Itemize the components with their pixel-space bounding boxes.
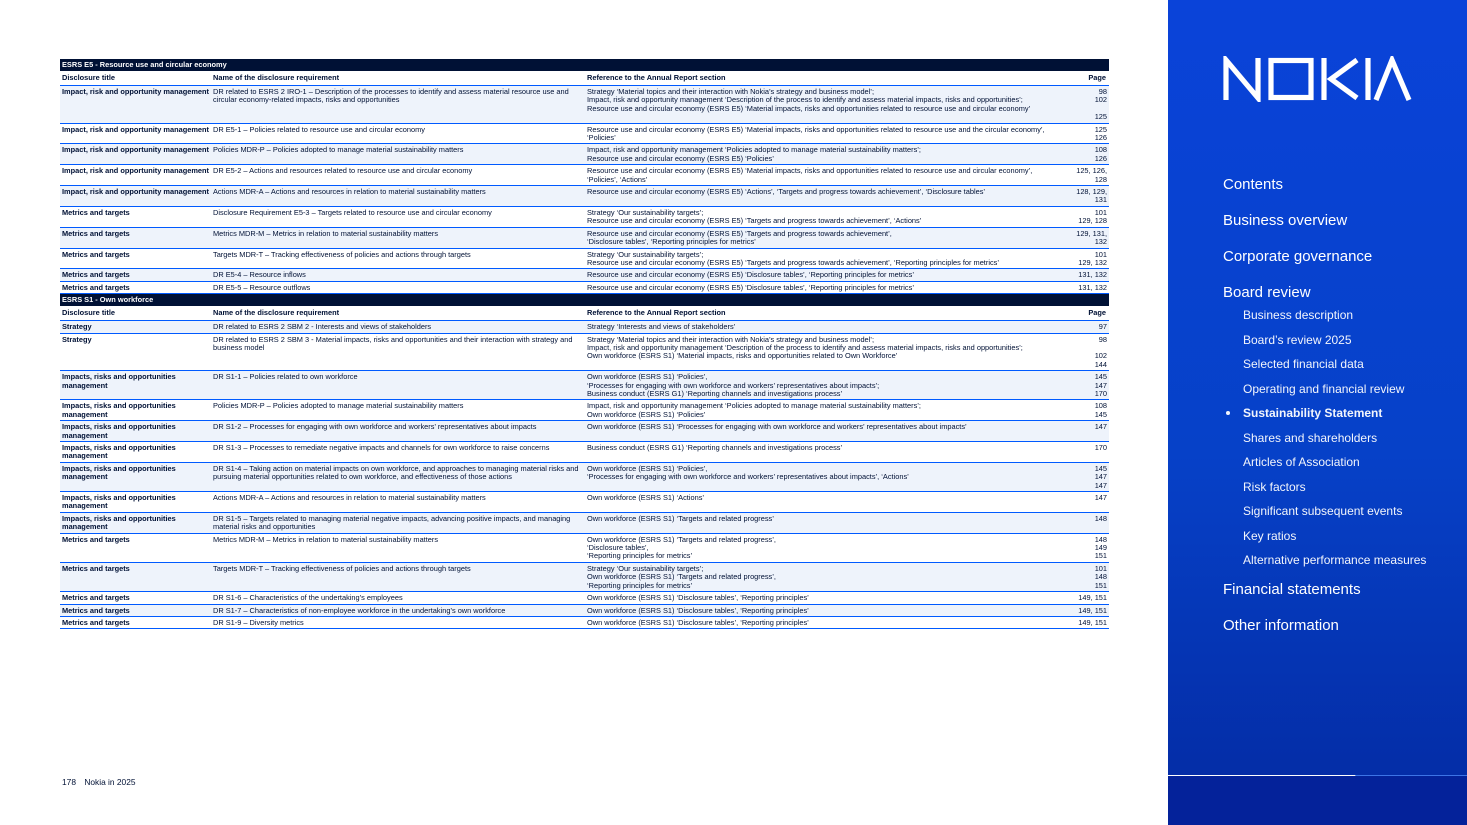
nav-subitem-business-description[interactable] bbox=[1223, 308, 1453, 322]
nav-item-business-overview[interactable]: Business overview bbox=[1223, 212, 1348, 229]
sidebar bbox=[1168, 0, 1467, 825]
col-disclosure-title: Disclosure title bbox=[60, 71, 211, 86]
col-requirement-name: Name of the disclosure requirement bbox=[211, 306, 585, 321]
disclosure-title-cell: Strategy bbox=[60, 321, 211, 333]
page-cell: 128, 129, 131 bbox=[1059, 186, 1109, 207]
col-page: Page bbox=[1059, 71, 1109, 86]
nav-subitem-label: Board’s review 2025 bbox=[1243, 332, 1352, 347]
page-cell: 125, 126, 128 bbox=[1059, 165, 1109, 186]
table-row bbox=[60, 616, 1109, 628]
requirement-name-cell: Targets MDR-T – Tracking effectiveness of policies and actions through targets bbox=[211, 248, 585, 269]
col-requirement-name: Name of the disclosure requirement bbox=[211, 71, 585, 86]
requirement-name-cell: DR S1-6 – Characteristics of the undertaking’s employees bbox=[211, 592, 585, 604]
reference-cell: Own workforce (ESRS S1) ‘Policies’, ‘Processes for engaging with own workforce and workers’ representatives about impacts’, ‘Actions’ bbox=[585, 462, 1059, 491]
nav-subitem-label: Risk factors bbox=[1243, 479, 1306, 494]
reference-cell: Own workforce (ESRS S1) ‘Processes for engaging with own workforce and workers’ representatives about impacts’ bbox=[585, 421, 1059, 442]
page-cell: 170 bbox=[1059, 442, 1109, 463]
reference-cell: Resource use and circular economy (ESRS E5) ‘Disclosure tables’, ‘Reporting principles for metrics’ bbox=[585, 269, 1059, 281]
table-row bbox=[60, 442, 1109, 463]
table-row bbox=[60, 227, 1109, 248]
disclosure-title-cell: Metrics and targets bbox=[60, 269, 211, 281]
requirement-name-cell: DR S1-3 – Processes to remediate negative impacts and channels for own workforce to raise concerns bbox=[211, 442, 585, 463]
esrs-index-table bbox=[60, 59, 1109, 629]
page-cell: 149, 151 bbox=[1059, 604, 1109, 616]
nav-item-financial-statements[interactable]: Financial statements bbox=[1223, 581, 1361, 598]
disclosure-title-cell: Impact, risk and opportunity management bbox=[60, 123, 211, 144]
column-header-row bbox=[60, 71, 1109, 86]
nav-item-corporate-governance[interactable]: Corporate governance bbox=[1223, 248, 1373, 265]
table-row bbox=[60, 86, 1109, 124]
disclosure-title-cell: Impacts, risks and opportunities management bbox=[60, 512, 211, 533]
table-row bbox=[60, 321, 1109, 333]
requirement-name-cell: DR E5-2 – Actions and resources related to resource use and circular economy bbox=[211, 165, 585, 186]
sidebar-footer-band bbox=[1168, 776, 1467, 825]
reference-cell: Resource use and circular economy (ESRS E5) ‘Material impacts, risks and opportunities related to resource use and the circular economy’, ‘Policies’ bbox=[585, 123, 1059, 144]
requirement-name-cell: DR S1-9 – Diversity metrics bbox=[211, 616, 585, 628]
page-cell: 131, 132 bbox=[1059, 269, 1109, 281]
nav-subitem-board-s-review-2025[interactable] bbox=[1223, 333, 1453, 347]
active-bullet-icon bbox=[1226, 411, 1230, 415]
requirement-name-cell: DR related to ESRS 2 IRO-1 – Description of the processes to identify and assess material resource use and circular economy-related impacts, risks and opportunities bbox=[211, 86, 585, 124]
requirement-name-cell: DR S1-2 – Processes for engaging with own workforce and workers’ representatives about impacts bbox=[211, 421, 585, 442]
col-reference: Reference to the Annual Report section bbox=[585, 71, 1059, 86]
nav-subitem-label: Shares and shareholders bbox=[1243, 430, 1378, 445]
requirement-name-cell: DR E5-4 – Resource inflows bbox=[211, 269, 585, 281]
requirement-name-cell: DR S1-7 – Characteristics of non-employee workforce in the undertaking’s own workforce bbox=[211, 604, 585, 616]
requirement-name-cell: Actions MDR-A – Actions and resources in relation to material sustainability matters bbox=[211, 186, 585, 207]
disclosure-title-cell: Impact, risk and opportunity management bbox=[60, 144, 211, 165]
reference-cell: Own workforce (ESRS S1) ‘Policies’, ‘Processes for engaging with own workforce and workers’ representatives about impacts’; Business conduct (ESRS G1) ‘Reporting channels and investigations process’ bbox=[585, 371, 1059, 400]
disclosure-title-cell: Metrics and targets bbox=[60, 604, 211, 616]
reference-cell: Strategy ‘Material topics and their interaction with Nokia’s strategy and business model’; Impact, risk and opportunity management ‘Description of the process to identify and assess material impacts, risks and opportunities’; Resource use and circular economy (ESRS E5) ‘Material impacts, risks and opportunities related to resource use and circular economy’ bbox=[585, 86, 1059, 124]
page-cell: 125 126 bbox=[1059, 123, 1109, 144]
disclosure-title-cell: Impacts, risks and opportunities management bbox=[60, 462, 211, 491]
reference-cell: Strategy ‘Interests and views of stakeholders’ bbox=[585, 321, 1059, 333]
requirement-name-cell: Metrics MDR-M – Metrics in relation to material sustainability matters bbox=[211, 227, 585, 248]
page-cell: 131, 132 bbox=[1059, 281, 1109, 293]
requirement-name-cell: Actions MDR-A – Actions and resources in relation to material sustainability matters bbox=[211, 492, 585, 513]
reference-cell: Own workforce (ESRS S1) ‘Actions’ bbox=[585, 492, 1059, 513]
requirement-name-cell: Metrics MDR-M – Metrics in relation to material sustainability matters bbox=[211, 533, 585, 562]
reference-cell: Business conduct (ESRS G1) ‘Reporting channels and investigations process’ bbox=[585, 442, 1059, 463]
nav-subitem-shares-and-shareholders[interactable] bbox=[1223, 431, 1453, 445]
table-row bbox=[60, 512, 1109, 533]
nav-item-contents[interactable]: Contents bbox=[1223, 176, 1284, 193]
nav-subitem-label: Articles of Association bbox=[1243, 455, 1360, 469]
disclosure-title-cell: Impacts, risks and opportunities management bbox=[60, 492, 211, 513]
table-row bbox=[60, 371, 1109, 400]
requirement-name-cell: DR S1-1 – Policies related to own workforce bbox=[211, 371, 585, 400]
nav-subitem-risk-factors[interactable] bbox=[1223, 480, 1453, 494]
disclosure-title-cell: Impact, risk and opportunity management bbox=[60, 186, 211, 207]
disclosure-title-cell: Metrics and targets bbox=[60, 248, 211, 269]
nav-subitem-label: Selected financial data bbox=[1243, 357, 1364, 371]
nav-item-board-review[interactable]: Board review bbox=[1223, 284, 1311, 301]
page-cell: 101 148 151 bbox=[1059, 562, 1109, 591]
page-cell: 129, 131, 132 bbox=[1059, 227, 1109, 248]
reference-cell: Strategy ‘Our sustainability targets’; Resource use and circular economy (ESRS E5) ‘Targets and progress towards achievement’, ‘Reporting principles for metrics’ bbox=[585, 248, 1059, 269]
page-cell: 101 129, 132 bbox=[1059, 248, 1109, 269]
page-cell: 149, 151 bbox=[1059, 616, 1109, 628]
page-cell: 97 bbox=[1059, 321, 1109, 333]
disclosure-title-cell: Strategy bbox=[60, 333, 211, 371]
page-cell: 98 102 125 bbox=[1059, 86, 1109, 124]
disclosure-title-cell: Metrics and targets bbox=[60, 533, 211, 562]
nav-subitem-operating-and-financial-review[interactable] bbox=[1223, 382, 1453, 396]
page-cell: 149, 151 bbox=[1059, 592, 1109, 604]
page-cell: 147 bbox=[1059, 421, 1109, 442]
table-row bbox=[60, 269, 1109, 281]
requirement-name-cell: Policies MDR-P – Policies adopted to manage material sustainability matters bbox=[211, 400, 585, 421]
nav-sub-list bbox=[1223, 308, 1453, 567]
page-cell: 145 147 170 bbox=[1059, 371, 1109, 400]
disclosure-title-cell: Impacts, risks and opportunities management bbox=[60, 371, 211, 400]
nav-subitem-key-ratios[interactable] bbox=[1223, 529, 1453, 543]
col-page: Page bbox=[1059, 306, 1109, 321]
reference-cell: Resource use and circular economy (ESRS E5) ‘Actions’, ‘Targets and progress towards achievement’, ‘Disclosure tables’ bbox=[585, 186, 1059, 207]
nokia-logo[interactable] bbox=[1223, 56, 1413, 102]
nav-subitem-label: Significant subsequent events bbox=[1243, 504, 1403, 518]
requirement-name-cell: DR S1-4 – Taking action on material impacts on own workforce, and approaches to managing material risks and pursuing material opportunities related to own workforce, and effectiveness of those actions bbox=[211, 462, 585, 491]
reference-cell: Resource use and circular economy (ESRS E5) ‘Material impacts, risks and opportunities related to resource use and circular economy’, ‘Policies’, ‘Actions’ bbox=[585, 165, 1059, 186]
sidebar-nav bbox=[1223, 176, 1453, 653]
disclosure-title-cell: Metrics and targets bbox=[60, 562, 211, 591]
requirement-name-cell: Disclosure Requirement E5-3 – Targets related to resource use and circular economy bbox=[211, 206, 585, 227]
page-cell: 108 145 bbox=[1059, 400, 1109, 421]
col-reference: Reference to the Annual Report section bbox=[585, 306, 1059, 321]
table-row bbox=[60, 333, 1109, 371]
section-header bbox=[60, 294, 1109, 307]
nav-subitem-selected-financial-data[interactable] bbox=[1223, 357, 1453, 371]
requirement-name-cell: DR related to ESRS 2 SBM 3 - Material impacts, risks and opportunities and their interaction with strategy and business model bbox=[211, 333, 585, 371]
table-row bbox=[60, 400, 1109, 421]
nav-subitem-label: Alternative performance measures bbox=[1243, 553, 1427, 567]
reference-cell: Own workforce (ESRS S1) ‘Disclosure tables’, ‘Reporting principles’ bbox=[585, 616, 1059, 628]
table-row bbox=[60, 123, 1109, 144]
table-row bbox=[60, 592, 1109, 604]
column-header-row bbox=[60, 306, 1109, 321]
table-row bbox=[60, 604, 1109, 616]
disclosure-title-cell: Impacts, risks and opportunities management bbox=[60, 400, 211, 421]
reference-cell: Own workforce (ESRS S1) ‘Targets and related progress’, ‘Disclosure tables’, ‘Reporting principles for metrics’ bbox=[585, 533, 1059, 562]
page-footer bbox=[62, 777, 136, 787]
disclosure-title-cell: Metrics and targets bbox=[60, 592, 211, 604]
reference-cell: Strategy ‘Our sustainability targets’; Resource use and circular economy (ESRS E5) ‘Targets and progress towards achievement’, ‘Actions’ bbox=[585, 206, 1059, 227]
table-row bbox=[60, 206, 1109, 227]
reference-cell: Impact, risk and opportunity management ‘Policies adopted to manage material sustainability matters’; Own workforce (ESRS S1) ‘Policies’ bbox=[585, 400, 1059, 421]
page-cell: 148 149 151 bbox=[1059, 533, 1109, 562]
requirement-name-cell: DR related to ESRS 2 SBM 2 - Interests and views of stakeholders bbox=[211, 321, 585, 333]
requirement-name-cell: Targets MDR-T – Tracking effectiveness of policies and actions through targets bbox=[211, 562, 585, 591]
page-cell: 145 147 147 bbox=[1059, 462, 1109, 491]
table-row bbox=[60, 421, 1109, 442]
page-cell: 98 102 144 bbox=[1059, 333, 1109, 371]
disclosure-title-cell: Metrics and targets bbox=[60, 281, 211, 293]
col-disclosure-title: Disclosure title bbox=[60, 306, 211, 321]
nav-subitem-label: Key ratios bbox=[1243, 528, 1297, 543]
nav-subitem-articles-of-association[interactable] bbox=[1223, 455, 1453, 469]
table-row bbox=[60, 462, 1109, 491]
table-row bbox=[60, 165, 1109, 186]
table-row bbox=[60, 186, 1109, 207]
nav-subitem-label: Business description bbox=[1243, 308, 1354, 322]
page-cell: 148 bbox=[1059, 512, 1109, 533]
table-row bbox=[60, 492, 1109, 513]
requirement-name-cell: Policies MDR-P – Policies adopted to manage material sustainability matters bbox=[211, 144, 585, 165]
reference-cell: Impact, risk and opportunity management ‘Policies adopted to manage material sustainability matters’; Resource use and circular economy (ESRS E5) ‘Policies’ bbox=[585, 144, 1059, 165]
reference-cell: Own workforce (ESRS S1) ‘Disclosure tables’, ‘Reporting principles’ bbox=[585, 604, 1059, 616]
reference-cell: Strategy ‘Our sustainability targets’; Own workforce (ESRS S1) ‘Targets and related progress’, ‘Reporting principles for metrics’ bbox=[585, 562, 1059, 591]
esrs-tables bbox=[60, 59, 1109, 629]
disclosure-title-cell: Impact, risk and opportunity management bbox=[60, 86, 211, 124]
section-header bbox=[60, 59, 1109, 71]
table-row bbox=[60, 533, 1109, 562]
requirement-name-cell: DR E5-5 – Resource outflows bbox=[211, 281, 585, 293]
disclosure-title-cell: Metrics and targets bbox=[60, 616, 211, 628]
requirement-name-cell: DR E5-1 – Policies related to resource use and circular economy bbox=[211, 123, 585, 144]
table-row bbox=[60, 144, 1109, 165]
nav-subitem-label: Operating and financial review bbox=[1243, 381, 1405, 396]
requirement-name-cell: DR S1-5 – Targets related to managing material negative impacts, advancing positive impacts, and managing material risks and opportunities bbox=[211, 512, 585, 533]
table-row bbox=[60, 281, 1109, 293]
section-title: ESRS E5 - Resource use and circular economy bbox=[60, 59, 1109, 71]
disclosure-title-cell: Metrics and targets bbox=[60, 206, 211, 227]
table-row bbox=[60, 248, 1109, 269]
nav-subitem-label: Sustainability Statement bbox=[1243, 406, 1383, 420]
page-cell: 147 bbox=[1059, 492, 1109, 513]
disclosure-title-cell: Impact, risk and opportunity management bbox=[60, 165, 211, 186]
page-cell: 101 129, 128 bbox=[1059, 206, 1109, 227]
nav-subitem-alternative-performance-measures[interactable] bbox=[1223, 553, 1453, 567]
page-number: 178 bbox=[62, 777, 76, 787]
disclosure-title-cell: Impacts, risks and opportunities management bbox=[60, 442, 211, 463]
reference-cell: Own workforce (ESRS S1) ‘Targets and related progress’ bbox=[585, 512, 1059, 533]
nav-subitem-significant-subsequent-events[interactable] bbox=[1223, 504, 1453, 518]
document-title: Nokia in 2025 bbox=[84, 777, 136, 787]
nav-subitem-sustainability-statement[interactable] bbox=[1223, 406, 1453, 420]
reference-cell: Own workforce (ESRS S1) ‘Disclosure tables’, ‘Reporting principles’ bbox=[585, 592, 1059, 604]
disclosure-title-cell: Impacts, risks and opportunities management bbox=[60, 421, 211, 442]
section-title: ESRS S1 - Own workforce bbox=[60, 294, 1109, 307]
disclosure-title-cell: Metrics and targets bbox=[60, 227, 211, 248]
reference-cell: Resource use and circular economy (ESRS E5) ‘Targets and progress towards achievement’, ‘Disclosure tables’, ‘Reporting principles for metrics’ bbox=[585, 227, 1059, 248]
nav-item-other-information[interactable]: Other information bbox=[1223, 617, 1339, 634]
page-cell: 108 126 bbox=[1059, 144, 1109, 165]
reference-cell: Strategy ‘Material topics and their interaction with Nokia’s strategy and business model’; Impact, risk and opportunity management ‘Description of the process to identify and assess material impacts, risks and opportunities’; Own workforce (ESRS S1) ‘Material impacts, risks and opportunities related to Own Workforce’ bbox=[585, 333, 1059, 371]
table-row bbox=[60, 562, 1109, 591]
reference-cell: Resource use and circular economy (ESRS E5) ‘Disclosure tables’, ‘Reporting principles for metrics’ bbox=[585, 281, 1059, 293]
